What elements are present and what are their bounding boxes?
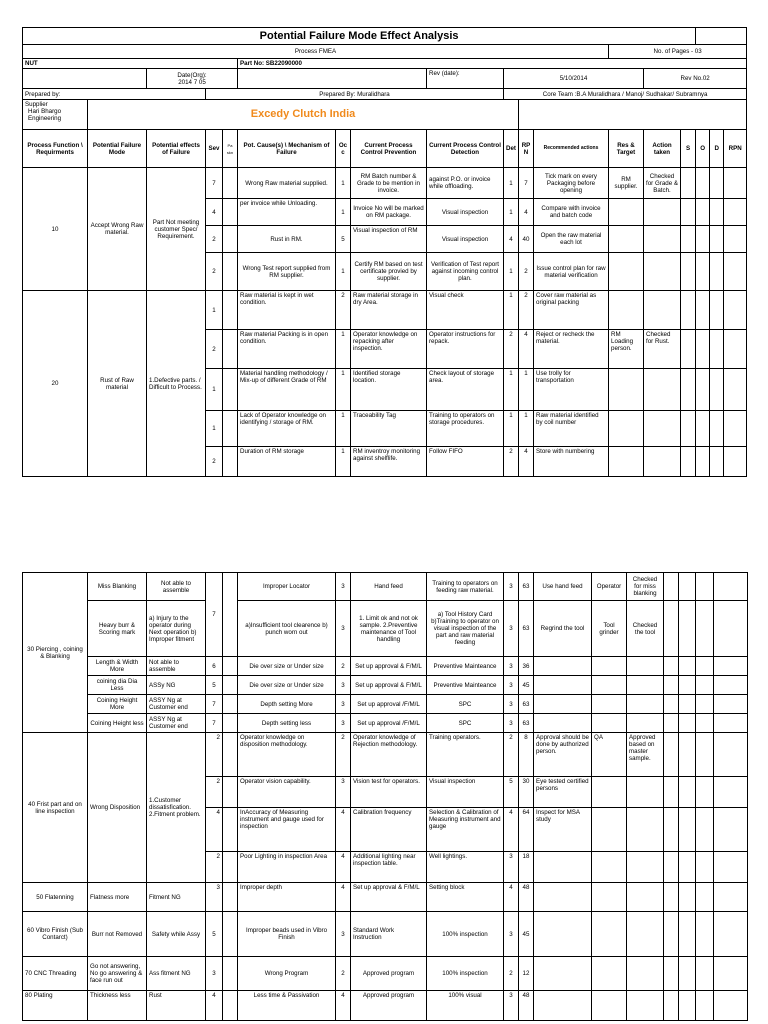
table-cell: 2 <box>206 733 223 777</box>
table-cell: Well lightings. <box>427 852 504 883</box>
table-cell: 1 <box>519 369 534 411</box>
table-cell: 30 <box>519 777 534 808</box>
table-cell: 3 <box>504 714 519 733</box>
table-cell: Set up approval /F/M/L <box>351 695 427 714</box>
table-cell: 4 <box>206 991 223 1021</box>
col-effects: Potential effects of Failure <box>147 130 206 168</box>
table-cell: 12 <box>519 957 534 991</box>
company-name: Excedy Clutch India <box>88 100 519 130</box>
col-prevention: Current Process Control Prevention <box>351 130 427 168</box>
table-cell: Wrong Test report supplied from RM supplier. <box>238 253 336 291</box>
table-cell: 3 <box>504 573 519 601</box>
table-cell: 2 <box>504 957 519 991</box>
table-cell: 5 <box>504 777 519 808</box>
table-cell: a)Insufficient tool clearence b) punch worn out <box>238 601 336 657</box>
table-cell: Raw material is kept in wet condition. <box>238 291 336 330</box>
date-orig-label: Date(Org): <box>177 71 207 79</box>
table-cell: Use hand feed <box>534 573 592 601</box>
sec80-effects: Rust <box>147 991 206 1021</box>
table-cell: 5 <box>336 226 351 253</box>
table-cell: Rust in RM. <box>238 226 336 253</box>
table-cell: 7 <box>206 168 223 199</box>
table-cell: 45 <box>519 676 534 695</box>
table-cell: a) Tool History Card b)Training to operator on visual inspection of the part and raw material feeding <box>427 601 504 657</box>
table-cell: Standard Work Instruction <box>351 912 427 957</box>
table-cell: Approval should be done by authorized person. <box>534 733 592 777</box>
table-cell: InAccuracy of Measuring instrument and gauge used for inspection <box>238 808 336 852</box>
table-cell: Checked for Grade & Batch. <box>644 168 681 199</box>
table-cell: Setting block <box>427 883 504 912</box>
table-cell: Die over size or Under size <box>238 676 336 695</box>
table-cell: 2 <box>336 733 351 777</box>
table-cell: Certify RM based on test certificate provied by supplier. <box>351 253 427 291</box>
col-rpn: RP N <box>519 130 534 168</box>
table-cell: 2 <box>206 330 223 369</box>
table-cell: Training to operators on storage procedures. <box>427 411 504 447</box>
table-cell: 1 <box>206 369 223 411</box>
table-cell: 45 <box>519 912 534 957</box>
table-cell: 1 <box>504 411 519 447</box>
sec20-mode: Rust of Raw material <box>88 291 147 477</box>
table-cell: Operator knowledge on disposition methodology. <box>238 733 336 777</box>
table-cell: Calibration frequency <box>351 808 427 852</box>
table-cell: Training operators. <box>427 733 504 777</box>
col-failure-mode: Potential Failure Mode <box>88 130 147 168</box>
table-cell: 63 <box>519 714 534 733</box>
sec50-function: 50 Flatenning <box>23 883 88 912</box>
sec10-function: 10 <box>23 168 88 291</box>
table-cell: 48 <box>519 991 534 1021</box>
table-cell: Operator <box>592 573 627 601</box>
table-cell: Set up approval & F/M/L <box>351 676 427 695</box>
table-cell: 1 <box>336 253 351 291</box>
col-det: Det <box>504 130 519 168</box>
table-cell: Depth setting More <box>238 695 336 714</box>
table-cell: 1 <box>504 291 519 330</box>
table-cell: 5 <box>206 912 223 957</box>
table-cell: Poor Lighting in inspection Area <box>238 852 336 883</box>
table-cell: Raw material Packing is in open condition. <box>238 330 336 369</box>
table-cell: 36 <box>519 657 534 676</box>
table-cell: 2 <box>504 447 519 477</box>
table-cell: Coining Height More <box>88 695 147 714</box>
table-cell: 7 <box>519 168 534 199</box>
col-action-taken: Action taken <box>644 130 681 168</box>
table-cell: Die over size or Under size <box>238 657 336 676</box>
table-cell: Heavy burr & Scoring mark <box>88 601 147 657</box>
table-cell: Operator vision capability. <box>238 777 336 808</box>
sec10-effects: Part Not meeting customer Spec/ Requirement. <box>147 168 206 291</box>
table-cell: Preventive Mainteance <box>427 657 504 676</box>
col-sev: Sev <box>206 130 223 168</box>
table-cell: 3 <box>336 676 351 695</box>
sec20-effects: 1.Defective parts. / Difficult to Process. <box>147 291 206 477</box>
table-cell: Wrong Program <box>238 957 336 991</box>
table-cell: 3 <box>504 991 519 1021</box>
table-cell: 1 <box>336 447 351 477</box>
table-cell: 64 <box>519 808 534 852</box>
sec40-effects: 1.Customer dissatisfication. 2.Fitment problem. <box>147 733 206 883</box>
table-cell: 3 <box>504 912 519 957</box>
fmea-table-top <box>22 27 747 477</box>
table-cell: 1 <box>206 291 223 330</box>
table-cell: 2 <box>504 733 519 777</box>
table-cell: QA <box>592 733 627 777</box>
table-cell: Not able to assemble <box>147 657 206 676</box>
sec50-mode: Flatness more <box>88 883 147 912</box>
sec40-function: 40 Frist part and on line inspection <box>23 733 88 883</box>
table-cell: Material handling methodology / Mix-up of different Grade of RM <box>238 369 336 411</box>
supplier-name: Hari Bhargo Engineering <box>28 108 62 122</box>
table-cell: 8 <box>519 733 534 777</box>
table-cell: 3 <box>336 912 351 957</box>
table-cell: 63 <box>519 601 534 657</box>
sec70-mode: Go not answering, No go answering & face run out <box>88 957 147 991</box>
table-cell: RM Batch number & Grade to be mention in invoice. <box>351 168 427 199</box>
sec50-effects: Fitment NG <box>147 883 206 912</box>
table-cell: 2 <box>336 291 351 330</box>
table-cell: 7 <box>206 573 223 657</box>
table-cell: RM supplier. <box>609 168 644 199</box>
supplier-label: Supplier <box>25 101 48 108</box>
part-name: NUT <box>23 59 238 69</box>
col-occ: Occ <box>336 130 351 168</box>
table-cell: RM inventroy monitoring against shelflife. <box>351 447 427 477</box>
table-cell: Visual inspection <box>427 226 504 253</box>
table-cell: Visual check <box>427 291 504 330</box>
table-cell: 3 <box>336 695 351 714</box>
table-cell: ASSY Ng at Customer end <box>147 714 206 733</box>
process-fmea-label: Process FMEA <box>23 45 609 59</box>
table-cell: Tool grinder <box>592 601 627 657</box>
table-cell: 2 <box>504 330 519 369</box>
table-cell: 48 <box>519 883 534 912</box>
table-cell: Approved program <box>351 957 427 991</box>
table-cell: 3 <box>504 852 519 883</box>
table-cell: 4 <box>504 226 519 253</box>
table-cell: 4 <box>504 808 519 852</box>
sec10-mode: Accept Wrong Raw material. <box>88 168 147 291</box>
fmea-table-bottom <box>22 572 748 1021</box>
table-cell: Depth setting less <box>238 714 336 733</box>
sec30-function: 30 Piercing , coining & Blanking <box>23 573 88 733</box>
table-cell: 2 <box>206 852 223 883</box>
table-cell: 4 <box>206 199 223 226</box>
table-cell: Set up approval & F/M/L <box>351 883 427 912</box>
table-cell: Improper Locator <box>238 573 336 601</box>
table-cell: Set up approval /F/M/L <box>351 714 427 733</box>
table-cell: Additional lighting near inspection table. <box>351 852 427 883</box>
table-cell: Visual inspection of RM <box>351 226 427 253</box>
table-cell: Selection & Calibration of Measuring instrument and gauge <box>427 808 504 852</box>
table-cell: Coining Height less <box>88 714 147 733</box>
table-cell: 2 <box>519 291 534 330</box>
table-cell: Operator knowledge on repacking after inspection. <box>351 330 427 369</box>
table-cell: Visual inspection <box>427 199 504 226</box>
table-cell: 2 <box>206 253 223 291</box>
table-cell: Store with numbering <box>534 447 609 477</box>
col-d: D <box>710 130 724 168</box>
table-cell: Invoice No will be marked on RM package. <box>351 199 427 226</box>
table-cell: Not able to assemble <box>147 573 206 601</box>
table-cell: 4 <box>519 199 534 226</box>
table-cell: 7 <box>206 714 223 733</box>
sec80-mode: Thickness less <box>88 991 147 1021</box>
table-cell: Training to operators on feeding raw material. <box>427 573 504 601</box>
table-cell: 1 <box>336 199 351 226</box>
table-cell: Use trolly for transportation <box>534 369 609 411</box>
prepared-by-label: Prepared by: <box>23 89 206 100</box>
table-cell: RM Loading person. <box>609 330 644 369</box>
table-cell: 4 <box>336 991 351 1021</box>
table-cell: Follow FIFO <box>427 447 504 477</box>
col-detection: Current Process Control Detection <box>427 130 504 168</box>
col-process-function: Process Function \ Requirments <box>23 130 88 168</box>
col-cause: Pot. Cause(s) \ Mechanism of Failure <box>238 130 336 168</box>
table-cell: 1 <box>519 411 534 447</box>
table-cell: Verification of Test report against incoming control plan. <box>427 253 504 291</box>
table-cell: Identified storage location. <box>351 369 427 411</box>
table-cell: Improper depth <box>238 883 336 912</box>
table-cell: Raw material storage in dry Area. <box>351 291 427 330</box>
table-cell: Improper beads used in Vibro Finish <box>238 912 336 957</box>
col-o: O <box>696 130 710 168</box>
table-cell: Length & Width More <box>88 657 147 676</box>
table-cell: 1 <box>336 411 351 447</box>
sec60-mode: Burr not Removed <box>88 912 147 957</box>
table-cell: 2 <box>336 657 351 676</box>
table-cell: 1. Limit ok and not ok sample. 2.Preventive maintenance of Tool handling <box>351 601 427 657</box>
rev-date-value: 5/10/2014 <box>504 69 644 89</box>
table-cell: ASSY Ng at Customer end <box>147 695 206 714</box>
table-cell: Raw material identified by coil number <box>534 411 609 447</box>
table-cell: 3 <box>336 777 351 808</box>
table-cell: against P.O. or invoice while offloading. <box>427 168 504 199</box>
table-cell: coining dia Dia Less <box>88 676 147 695</box>
table-cell: 3 <box>336 573 351 601</box>
pages-count: No. of Pages - 03 <box>609 45 747 59</box>
part-number: Part No: SB22090000 <box>238 59 747 69</box>
col-class: Pa skn <box>223 130 238 168</box>
table-cell: Approved based on master sample. <box>627 733 664 777</box>
table-cell: Checked the tool <box>627 601 664 657</box>
table-cell: Tick mark on every Packaging before opening <box>534 168 609 199</box>
table-cell: 3 <box>504 657 519 676</box>
sec70-function: 70 CNC Threading <box>23 957 88 991</box>
table-cell: Compare with invoice and batch code <box>534 199 609 226</box>
table-cell: a) Injury to the operator during Next operation b) Improper fitment <box>147 601 206 657</box>
table-cell: 5 <box>206 676 223 695</box>
table-cell: 3 <box>504 601 519 657</box>
table-cell: 100% visual <box>427 991 504 1021</box>
table-cell: 18 <box>519 852 534 883</box>
table-cell: 1 <box>336 369 351 411</box>
table-cell: Operator instructions for repack. <box>427 330 504 369</box>
table-cell: 3 <box>504 676 519 695</box>
table-cell: 40 <box>519 226 534 253</box>
table-cell: 4 <box>519 447 534 477</box>
table-cell: SPC <box>427 714 504 733</box>
table-cell: Eye tested certified persons <box>534 777 592 808</box>
table-cell: 1 <box>336 168 351 199</box>
table-cell: 2 <box>519 253 534 291</box>
table-cell: 2 <box>206 777 223 808</box>
table-cell: Issue control plan for raw material verification <box>534 253 609 291</box>
table-cell: 1 <box>206 411 223 447</box>
document-title: Potential Failure Mode Effect Analysis <box>23 28 696 45</box>
table-cell: 7 <box>206 695 223 714</box>
table-cell: ASSy NG <box>147 676 206 695</box>
table-cell: 1 <box>504 369 519 411</box>
prepared-by-name: Prepared By: Muralidhara <box>206 89 504 100</box>
sec60-function: 60 Vibro Finish (Sub Contarct) <box>23 912 88 957</box>
sec60-effects: Safety while Assy <box>147 912 206 957</box>
table-cell: 2 <box>206 447 223 477</box>
table-cell: Miss Blanking <box>88 573 147 601</box>
table-cell: 63 <box>519 695 534 714</box>
table-cell: 6 <box>206 657 223 676</box>
rev-date-label: Rev (date): <box>427 69 504 89</box>
table-cell: Preventive Mainteance <box>427 676 504 695</box>
table-cell: Wrong Raw material supplied. <box>238 168 336 199</box>
table-cell: Visual inspection <box>427 777 504 808</box>
table-cell: 3 <box>336 714 351 733</box>
col-recommended: Recommended actions <box>534 130 609 168</box>
table-cell: Set up approval & F/M/L <box>351 657 427 676</box>
table-cell: 4 <box>206 808 223 852</box>
col-s: S <box>681 130 696 168</box>
table-cell: Open the raw material each lot <box>534 226 609 253</box>
sec40-mode: Wrong Disposition <box>88 733 147 883</box>
table-cell: Check layout of storage area. <box>427 369 504 411</box>
table-cell: SPC <box>427 695 504 714</box>
table-cell: Cover raw material as original packing <box>534 291 609 330</box>
table-cell: Vision test for operators. <box>351 777 427 808</box>
table-cell: 100% inspection <box>427 957 504 991</box>
table-cell: 2 <box>206 226 223 253</box>
table-cell: Checked for Rust. <box>644 330 681 369</box>
table-cell: Traceability Tag <box>351 411 427 447</box>
table-cell: per invoice while Unloading. <box>238 199 336 226</box>
sec20-function: 20 <box>23 291 88 477</box>
table-cell: 4 <box>336 808 351 852</box>
core-team: Core Team :B.A Muralidhara / Manoj/ Sudhakar/ Subramnya <box>504 89 747 100</box>
table-cell: 4 <box>336 883 351 912</box>
rev-number: Rev No.02 <box>644 69 747 89</box>
table-cell: 3 <box>206 883 223 912</box>
sec80-function: 80 Plating <box>23 991 88 1021</box>
sec70-effects: Ass fitment NG <box>147 957 206 991</box>
table-cell: 100% inspection <box>427 912 504 957</box>
table-cell: Reject or recheck the material. <box>534 330 609 369</box>
table-cell: 4 <box>519 330 534 369</box>
table-cell: Lack of Operator knowledge on identifying / storage of RM. <box>238 411 336 447</box>
table-cell: 1 <box>504 199 519 226</box>
date-orig-value: 2014 7 05 <box>178 78 206 86</box>
table-cell: 4 <box>504 883 519 912</box>
table-cell: 4 <box>336 852 351 883</box>
col-res-target: Res & Target <box>609 130 644 168</box>
table-cell: 3 <box>206 957 223 991</box>
table-cell: 63 <box>519 573 534 601</box>
table-cell: 2 <box>336 957 351 991</box>
table-cell: Checked for miss blanking <box>627 573 664 601</box>
table-cell: Inspect for MSA study <box>534 808 592 852</box>
table-cell: Regrind the tool <box>534 601 592 657</box>
table-cell: Hand feed <box>351 573 427 601</box>
table-cell: 1 <box>504 168 519 199</box>
table-cell: Duration of RM storage <box>238 447 336 477</box>
table-cell: Approved program <box>351 991 427 1021</box>
table-cell: 1 <box>336 330 351 369</box>
table-cell: Less time & Passivation <box>238 991 336 1021</box>
table-cell: Operator knowledge of Rejection methodology. <box>351 733 427 777</box>
table-cell: 3 <box>336 601 351 657</box>
table-cell: 3 <box>504 695 519 714</box>
col-rpn2: RPN <box>724 130 747 168</box>
table-cell: 1 <box>504 253 519 291</box>
